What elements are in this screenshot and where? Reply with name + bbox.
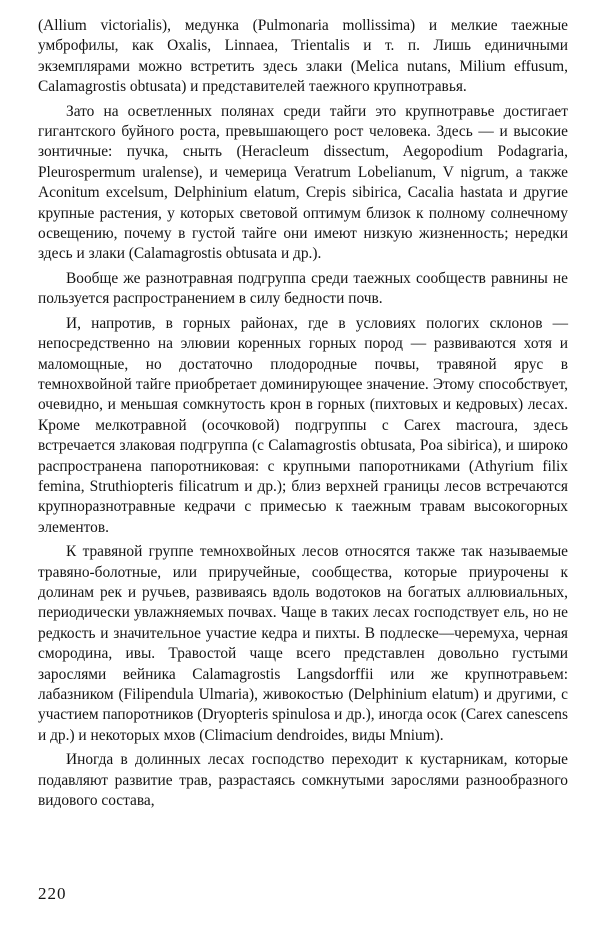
book-page xyxy=(38,16,568,916)
paragraph-5: К травяной группе темнохвойных лесов относятся также так называемые травяно-болотные, или приручейные, сообщества, которые приурочены к долинам рек и ручьев, развиваясь вдоль водотоков на богатых аллювиальных, периодически увлажняемых почвах. Чаще в таких лесах господствует ель, но не редкость и значительное участие кедра и пихты. В подлеске—черемуха, черная смородина, ивы. Травостой чаще всего представлен довольно густыми зарослями вейника Calamagrostis Langsdorffii или же крупнотравьем: лабазником (Filipendula Ulmaria), живокостью (Delphinium elatum) и другими, с участием папоротников (Dryopteris spinulosa и др.), иногда осок (Carex canescens и др.) и некоторых мхов (Climacium dendroides, виды Mnium). xyxy=(38,543,568,744)
paragraph-3: Вообще же разнотравная подгруппа среди таежных сообществ равнины не пользуется распространением в силу бедности почв. xyxy=(38,269,568,308)
page-number: 220 xyxy=(38,884,67,903)
paragraph-4: И, напротив, в горных районах, где в условиях пологих склонов — непосредственно на элювии коренных горных пород — развиваются хотя и маломощные, но достаточно плодородные почвы, травяной ярус в темнохвойной тайге приобретает доминирующее значение. Этому способствует, очевидно, и меньшая сомкнутость крон в горных (пихтовых и кедровых) лесах. Кроме мелкотравной (осочковой) подгруппы с Carex macroura, здесь встречается злаковая подгруппа (с Calamagrostis obtusata, Poa sibirica), и широко распространена папоротниковая: с крупными папоротниками (Athyrium filix femina, Struthiopteris filicatrum и др.); близ верхней границы лесов встречаются крупноразнотравные кедрачи с примесью к таежным травам высокогорных элементов. xyxy=(38,314,568,536)
paragraph-6: Иногда в долинных лесах господство переходит к кустарникам, которые подавляют развитие трав, разрастаясь сомкнутыми зарослями разнообразного видового состава, xyxy=(38,751,568,810)
paragraph-1: (Allium victorialis), медунка (Pulmonaria mollissima) и мелкие таежные умброфилы, как Oxalis, Linnaea, Trientalis и т. п. Лишь единичными экземплярами можно встретить здесь злаки (Melica nutans, Milium effusum, Calamagrostis obtusata) и представителей таежного крупнотравья. xyxy=(38,17,568,96)
paragraph-2: Зато на осветленных полянах среди тайги это крупнотравье достигает гигантского буйного роста, превышающего рост человека. Здесь — и высокие зонтичные: пучка, сныть (Heracleum dissectum, Aegopodium Podagraria, Pleurospermum uralense), и чемерица Veratrum Lobelianum, V nigrum, а также Aconitum excelsum, Delphinium elatum, Crepis sibirica, Cacalia hastata и другие крупные растения, у которых световой оптимум близок к полному солнечному освещению, почему в густой тайге они имеют низкую жизненность; нередки здесь и злаки (Calamagrostis obtusata и др.). xyxy=(38,102,568,263)
